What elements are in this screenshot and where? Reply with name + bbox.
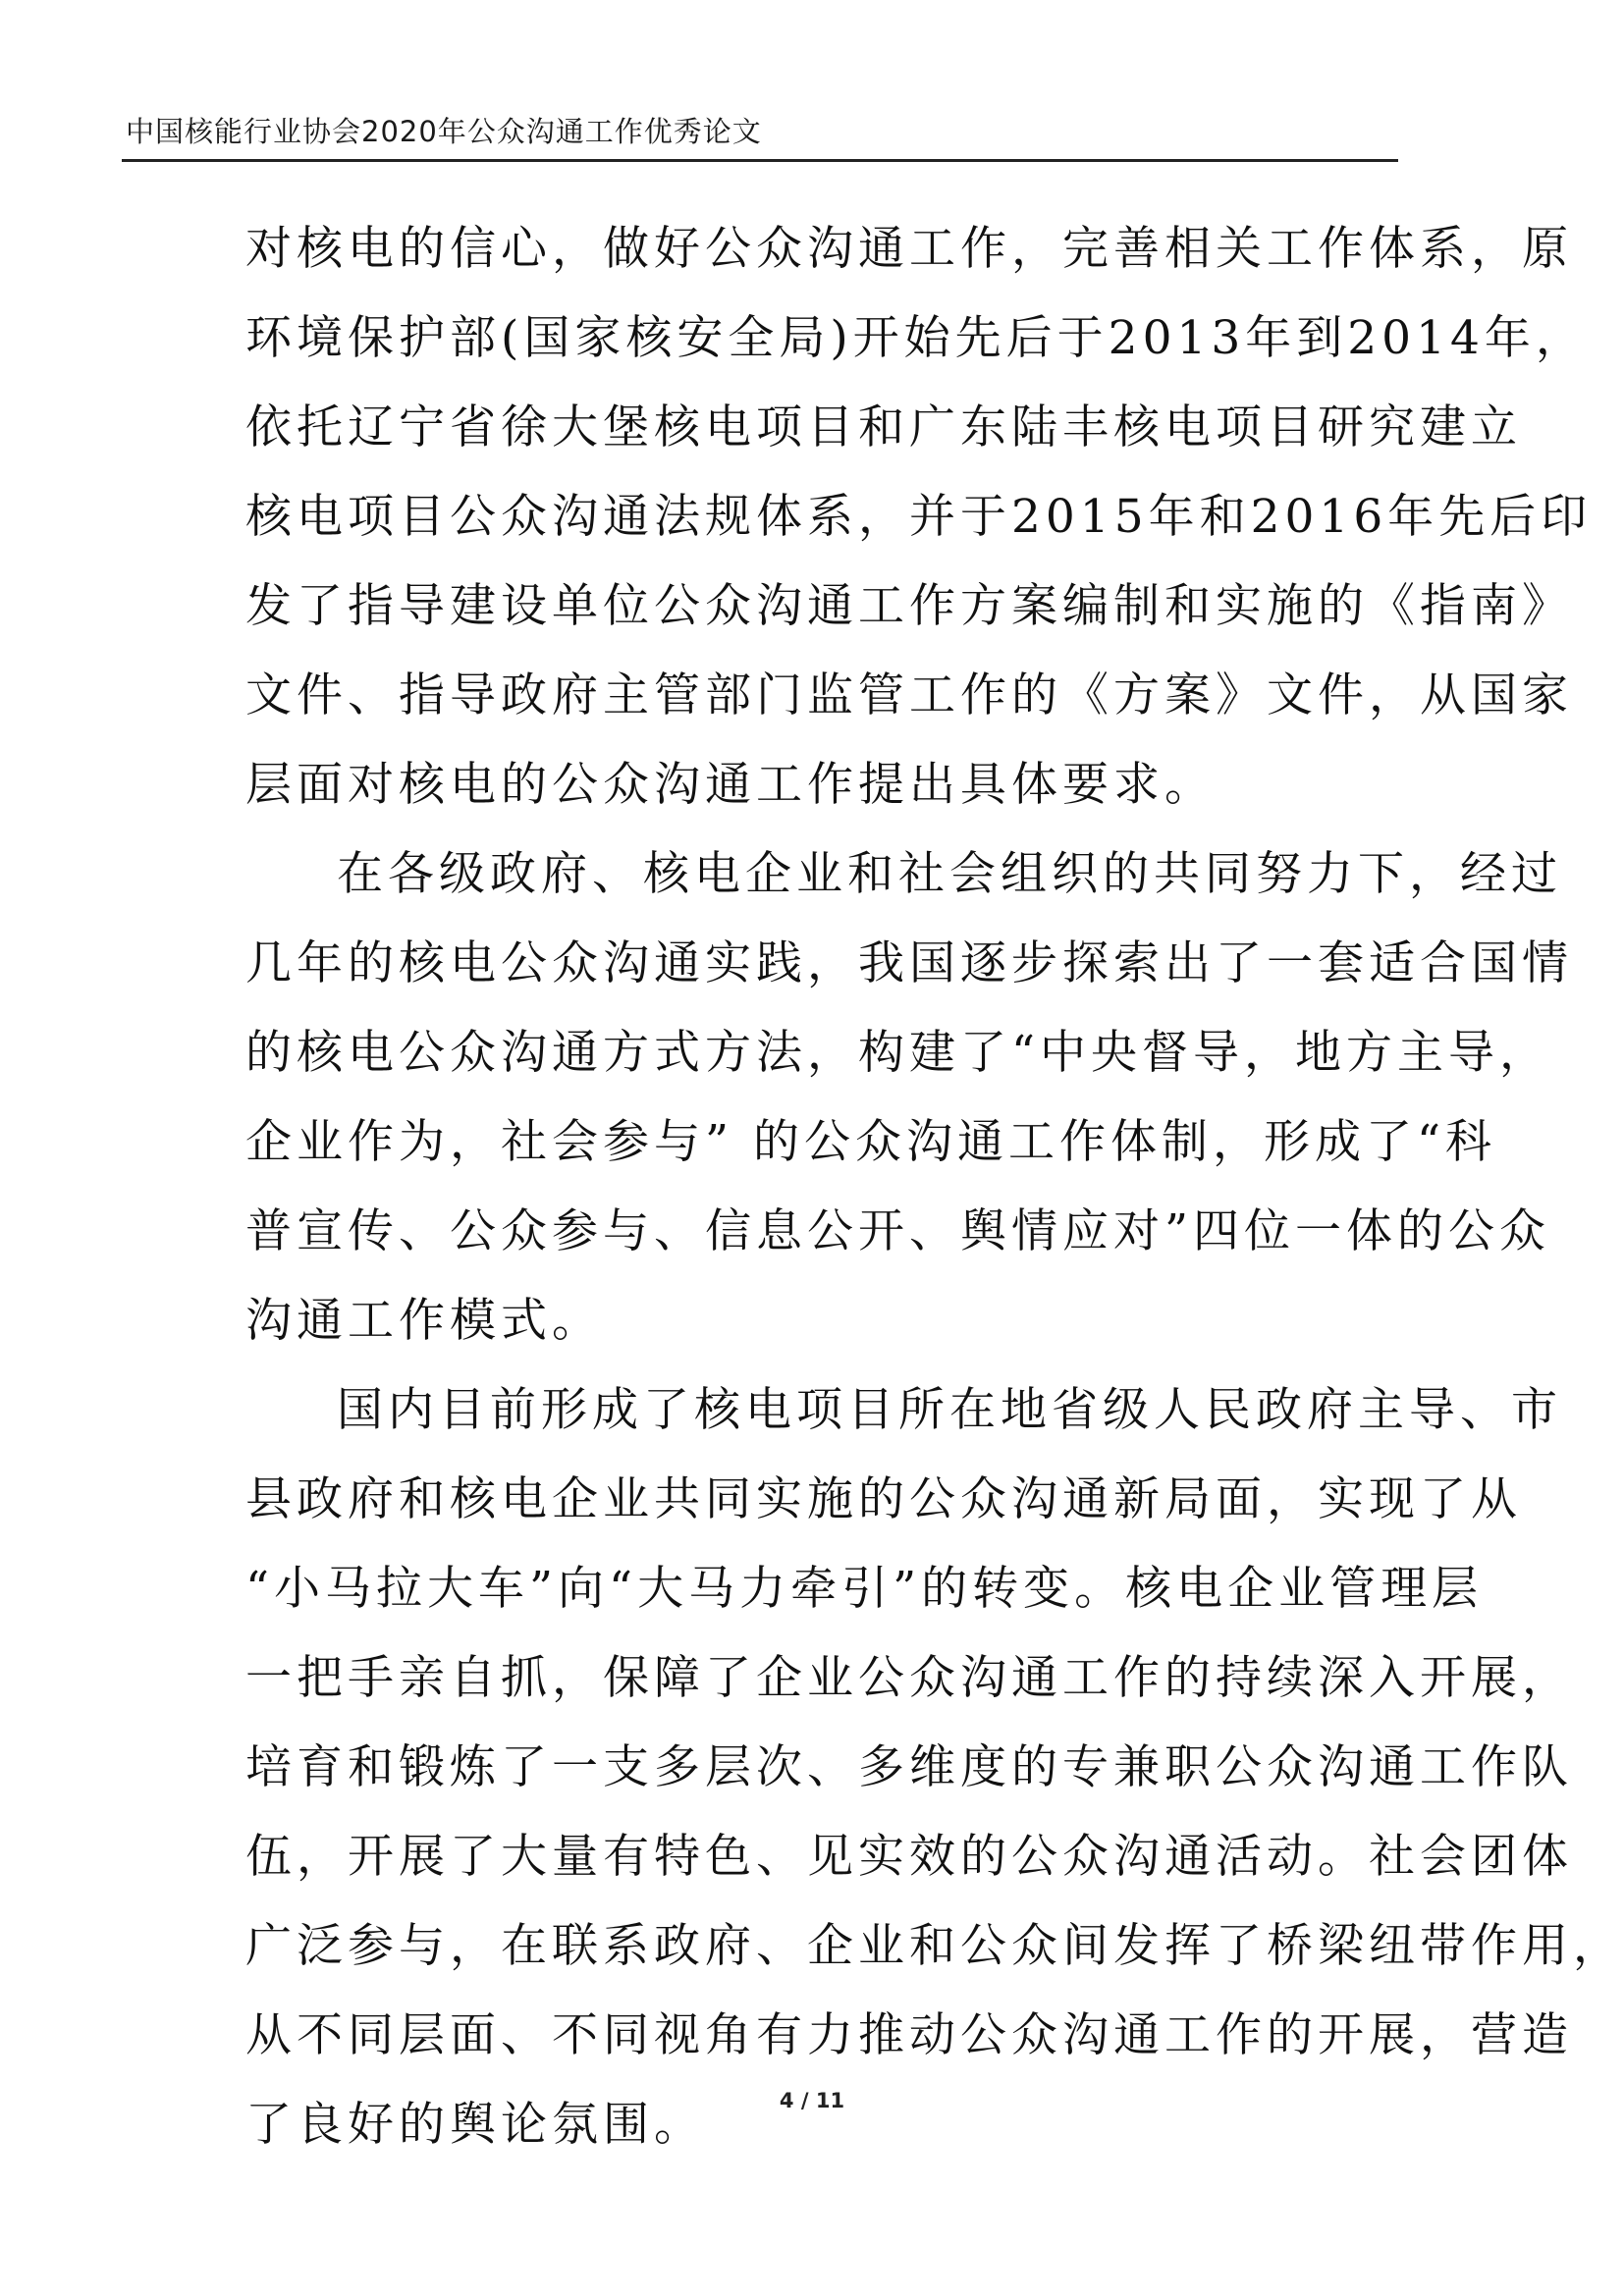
text-line: 几年的核电公众沟通实践，我国逐步探索出了一套适合国情 <box>245 936 1573 990</box>
text-line: 文件、指导政府主管部门监管工作的《方案》文件，从国家 <box>245 668 1573 722</box>
running-header: 中国核能行业协会2020年公众沟通工作优秀论文 <box>126 115 762 148</box>
text-line: 在各级政府、核电企业和社会组织的共同努力下，经过 <box>337 847 1562 901</box>
text-line: “小马拉大车”向“大马力牵引”的转变。核电企业管理层 <box>245 1562 1484 1616</box>
text-line: 一把手亲自抓，保障了企业公众沟通工作的持续深入开展， <box>245 1651 1573 1705</box>
text-line: 了良好的舆论氛围。 <box>245 2098 705 2152</box>
text-line: 对核电的信心，做好公众沟通工作，完善相关工作体系，原 <box>245 222 1573 276</box>
body-text <box>245 204 1624 2169</box>
header-divider <box>122 159 1398 162</box>
text-line: 环境保护部(国家核安全局)开始先后于2013年到2014年， <box>245 311 1587 365</box>
text-line: 企业作为，社会参与” 的公众沟通工作体制，形成了“科 <box>245 1115 1496 1169</box>
text-line: 国内目前形成了核电项目所在地省级人民政府主导、市 <box>337 1383 1562 1437</box>
text-line: 发了指导建设单位公众沟通工作方案编制和实施的《指南》 <box>245 579 1573 633</box>
page-number: 4 / 11 <box>779 2089 845 2112</box>
text-line: 从不同层面、不同视角有力推动公众沟通工作的开展，营造 <box>245 2008 1573 2062</box>
text-line: 层面对核电的公众沟通工作提出具体要求。 <box>245 758 1216 812</box>
text-line: 依托辽宁省徐大堡核电项目和广东陆丰核电项目研究建立 <box>245 400 1522 454</box>
text-line: 广泛参与，在联系政府、企业和公众间发挥了桥梁纽带作用， <box>245 1919 1624 1973</box>
text-line: 普宣传、公众参与、信息公开、舆情应对”四位一体的公众 <box>245 1204 1551 1258</box>
text-line: 培育和锻炼了一支多层次、多维度的专兼职公众沟通工作队 <box>245 1740 1573 1794</box>
paragraph-2 <box>245 829 1573 1365</box>
text-line: 的核电公众沟通方式方法，构建了“中央督导，地方主导， <box>245 1026 1551 1080</box>
paragraph-3 <box>245 1365 1624 2169</box>
paragraph-1 <box>245 204 1593 829</box>
text-line: 县政府和核电企业共同实施的公众沟通新局面，实现了从 <box>245 1472 1522 1526</box>
text-line: 核电项目公众沟通法规体系，并于2015年和2016年先后印 <box>245 490 1593 544</box>
text-line: 沟通工作模式。 <box>245 1294 603 1348</box>
text-line: 伍，开展了大量有特色、见实效的公众沟通活动。社会团体 <box>245 1830 1573 1884</box>
